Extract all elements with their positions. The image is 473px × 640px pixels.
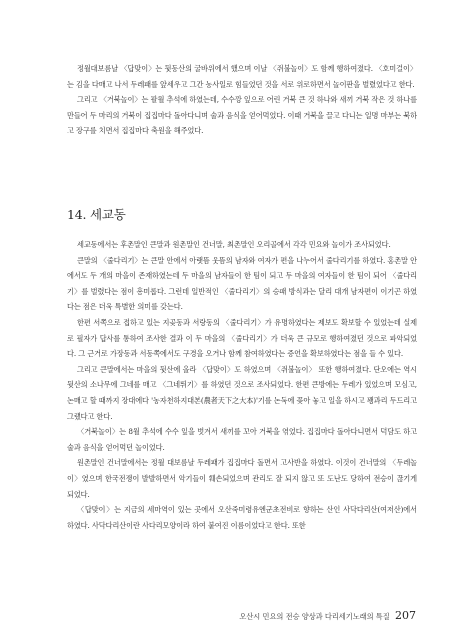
paragraph: 그리고 〈거북놀이〉는 팔월 추석에 하였는데, 수수깡 잎으로 어린 거북 큰 것 하나와 새끼 거북 작은 것 하나를 만들어 두 마리의 거북이 집집마다 돌아다니며 술과 음식을 얻어먹었다. 이때 거북을 끌고 다니는 일명 마부는 북하고 장구를 치면서 집집마다 축원을 해주었다. [67,95,417,136]
paragraph: 정월대보름날 〈답맞이〉는 뒷동산의 굴바위에서 했으며 이날 〈쥐불놀이〉도 함께 행하여졌다. 〈호미걸이〉는 김을 다매고 나서 두레패를 앞세우고 그간 농사일로 힘들었던 것을 서로 위로하면서 놀이판을 벌렸었다고 한다. [67,64,417,89]
page-number: 207 [395,609,416,622]
intro-text-block [67,61,417,139]
paragraph: 세교동에서는 후촌말인 큰말과 원촌말인 건너말, 최촌말인 오리골에서 각각 민요와 놀이가 조사되었다. [77,240,391,249]
paragraph: 〈답맞이〉는 지금의 세마역이 있는 곳에서 오산죽미령유엔군초전비로 향하는 산인 사닥다리산(여저산)에서 하였다. 사닥다리산이란 사다리모양이라 하여 붙여진 이름이었다고 한다. 또한 [67,505,417,530]
paragraph: 원촌말인 건너말에서는 정월 대보름날 두레패가 집집마다 돌면서 고사반을 하였다. 이것이 건너말의 〈두레놀이〉였으며 한국전쟁이 발발하면서 악기들이 훼손되었으며 관리도 잘 되지 않고 또 도난도 당하여 전승이 끊기게 되었다. [67,458,418,499]
paragraph: 한편 서쪽으로 접하고 있는 지곶동과 서랑동의 〈줄다리기〉가 유명하였다는 제보도 확보할 수 있었는데 실제로 필자가 답사를 통하여 조사한 결과 이 두 마을의 〈줄다리기〉가 더욱 큰 규모로 행하여졌던 것으로 파악되었다. 그 근거로 가장동과 서동쪽에서도 구경을 오거나 함께 참여하였다는 증언을 확보하였다는 점을 들 수 있다. [67,317,417,359]
paragraph: 그리고 큰말에서는 마을의 뒷산에 올라 〈답맞이〉도 하였으며 〈쥐불놀이〉 또한 행하여졌다. 단오에는 역시 뒷산의 소나무에 그네를 매고 〈그네뛰기〉를 하였던 것으로 조사되었다. 한편 큰방에는 두레가 있었으며 모심고, 논매고 할 때까지 장대에다 '농자천하지대본(農者天下之大本)'기를 논둑에 꽂아 놓고 일을 하시고 꽹과리 두드리고 그랬다고 한다. [67,364,417,421]
paragraph: 〈거북놀이〉는 8월 추석에 수수 잎을 벗겨서 새끼를 꼬아 거북을 엮었다. 집집마다 돌아다니면서 덕담도 하고 술과 음식을 얻어먹던 놀이었다. [67,427,417,452]
running-title: 오산시 민요의 전승 양상과 다리세기노래의 특질 [239,612,390,621]
section-text-block [67,237,417,533]
page-footer [239,609,416,622]
paragraph: 큰말의 〈줄다리기〉는 큰말 안에서 아랫뜸 웃뜸의 남자와 여자가 편을 나누어서 줄다리기를 하였다. 홍촌말 안에서도 두 개의 마을이 존재하였는데 두 마을의 남자들이 한 팀이 되고 두 마을의 여자들이 한 팀이 되어 〈줄다리기〉를 벌렸다는 점이 흥미롭다. 그런데 일반적인 〈줄다리기〉의 승패 방식과는 달리 대개 남자편이 이기곤 하였다는 점은 더욱 특별한 의미를 갖는다. [67,255,417,312]
section-heading: 14. 세교동 [67,207,126,222]
